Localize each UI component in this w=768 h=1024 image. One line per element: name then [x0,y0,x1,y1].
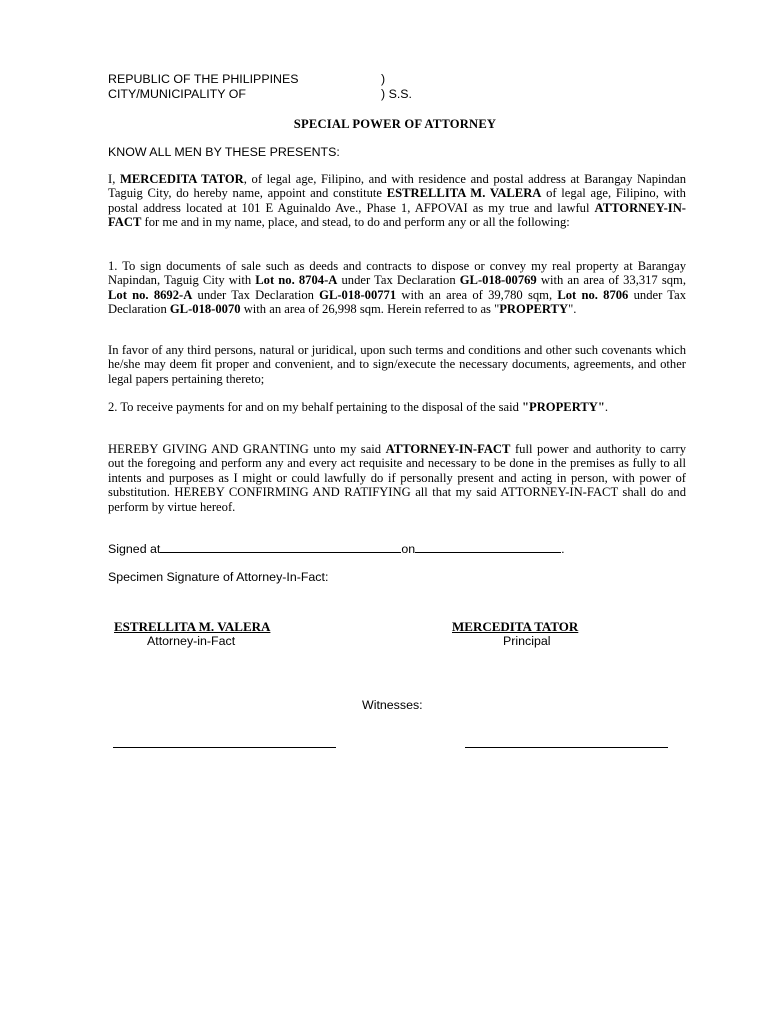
caption-city-paren: ) S.S. [381,87,412,101]
p1-text-4: for me and in my name, place, and stead, to do and perform any or all the following: [141,215,570,230]
salutation: KNOW ALL MEN BY THESE PRESENTS: [108,145,340,159]
specimen-label: Specimen Signature of Attorney-In-Fact: [108,570,329,584]
lot-1: Lot no. 8704-A [255,273,338,288]
signed-on-blank [415,540,561,553]
principal-role: Principal [503,634,551,648]
principal-signature-name: MERCEDITA TATOR [452,619,579,634]
aif-inline: ATTORNEY-IN-FACT [108,200,686,230]
caption-city-label: CITY/MUNICIPALITY OF [108,87,246,101]
p4-text-2: . [604,400,608,414]
lot-3: Lot no. 8706 [557,287,629,302]
p5-text-1: HEREBY GIVING AND GRANTING unto my said [108,442,386,456]
attorney-signature-name: ESTRELLITA M. VALERA [114,619,271,634]
p5-text-2: full power and authority to carry out the foregoing and perform any and every act requisite and necessary to be done in the premises as fully to all intents and purposes as I might or could lawfully do if personally present and acting in person, with power of substitution. HEREBY CONFIRMING AND RATIFYING all that my said ATTORNEY-IN-FACT shall do and perform by virtue hereof. [108,442,686,514]
signed-end: . [561,542,565,556]
caption-republic-paren: ) [381,72,386,86]
property-term-1: PROPERTY [499,302,569,317]
caption-republic-label: REPUBLIC OF THE PHILIPPINES [108,72,299,86]
witness-line-1 [113,747,336,748]
p2-text-2: under Tax Declaration [337,273,460,288]
signed-at-label: Signed at [108,542,161,556]
p2-text-1: 1. To sign documents of sale such as deeds and contracts to dispose or convey my real property at Barangay Napindan, Taguig City with [108,259,686,288]
p2-text-4: under Tax Declaration [192,287,320,302]
p2-text-5: with an area of 39,780 sqm, [396,287,558,302]
p4-text-1: 2. To receive payments for and on my behalf pertaining to the disposal of the said [108,400,523,414]
witness-line-2 [465,747,668,748]
attorney-name-inline: ESTRELLITA M. VALERA [386,186,542,201]
lot-2: Lot no. 8692-A [108,287,193,302]
tax-dec-1: GL-018-00769 [459,273,537,288]
witnesses-label: Witnesses: [362,698,423,712]
p1-text-2: , of legal age, Filipino, and with residence and postal address at Barangay Napindan Taguig City, do hereby name, appoint and constitute [108,172,686,201]
signed-at-blank [160,540,401,553]
signed-at-line [108,540,708,556]
attorney-role: Attorney-in-Fact [147,634,236,648]
p2-text-3: with an area of 33,317 sqm, [536,273,687,288]
p2-text-7: with an area of 26,998 sqm. Herein referred to as " [240,302,500,317]
paragraph-third-persons: In favor of any third persons, natural or juridical, upon such terms and conditions and other such covenants which he/she may deem fit proper and convenient, and to sign/execute the necessary documents, agreements, and other legal papers pertaining thereto; [108,343,686,386]
p1-text-1: I, [108,172,120,186]
tax-dec-2: GL-018-00771 [319,287,397,302]
p2-text-6: under Tax Declaration [108,287,686,317]
paragraph-appointment [108,172,686,230]
aif-inline-2: ATTORNEY-IN-FACT [385,442,511,456]
document-title: SPECIAL POWER OF ATTORNEY [293,117,497,131]
tax-dec-3: GL-018-0070 [169,302,241,317]
paragraph-receive-payments [108,400,686,414]
paragraph-power-sell [108,259,686,317]
principal-name-inline: MERCEDITA TATOR [119,172,244,186]
signed-on-label: on [401,542,416,556]
paragraph-granting [108,442,686,514]
property-term-2: "PROPERTY" [522,400,605,414]
p2-text-8: ". [568,302,577,317]
p1-text-3: of legal age, Filipino, with postal address located at 101 E Aguinaldo Ave., Phase 1, AFPOVAI as my true and lawful [108,186,686,215]
